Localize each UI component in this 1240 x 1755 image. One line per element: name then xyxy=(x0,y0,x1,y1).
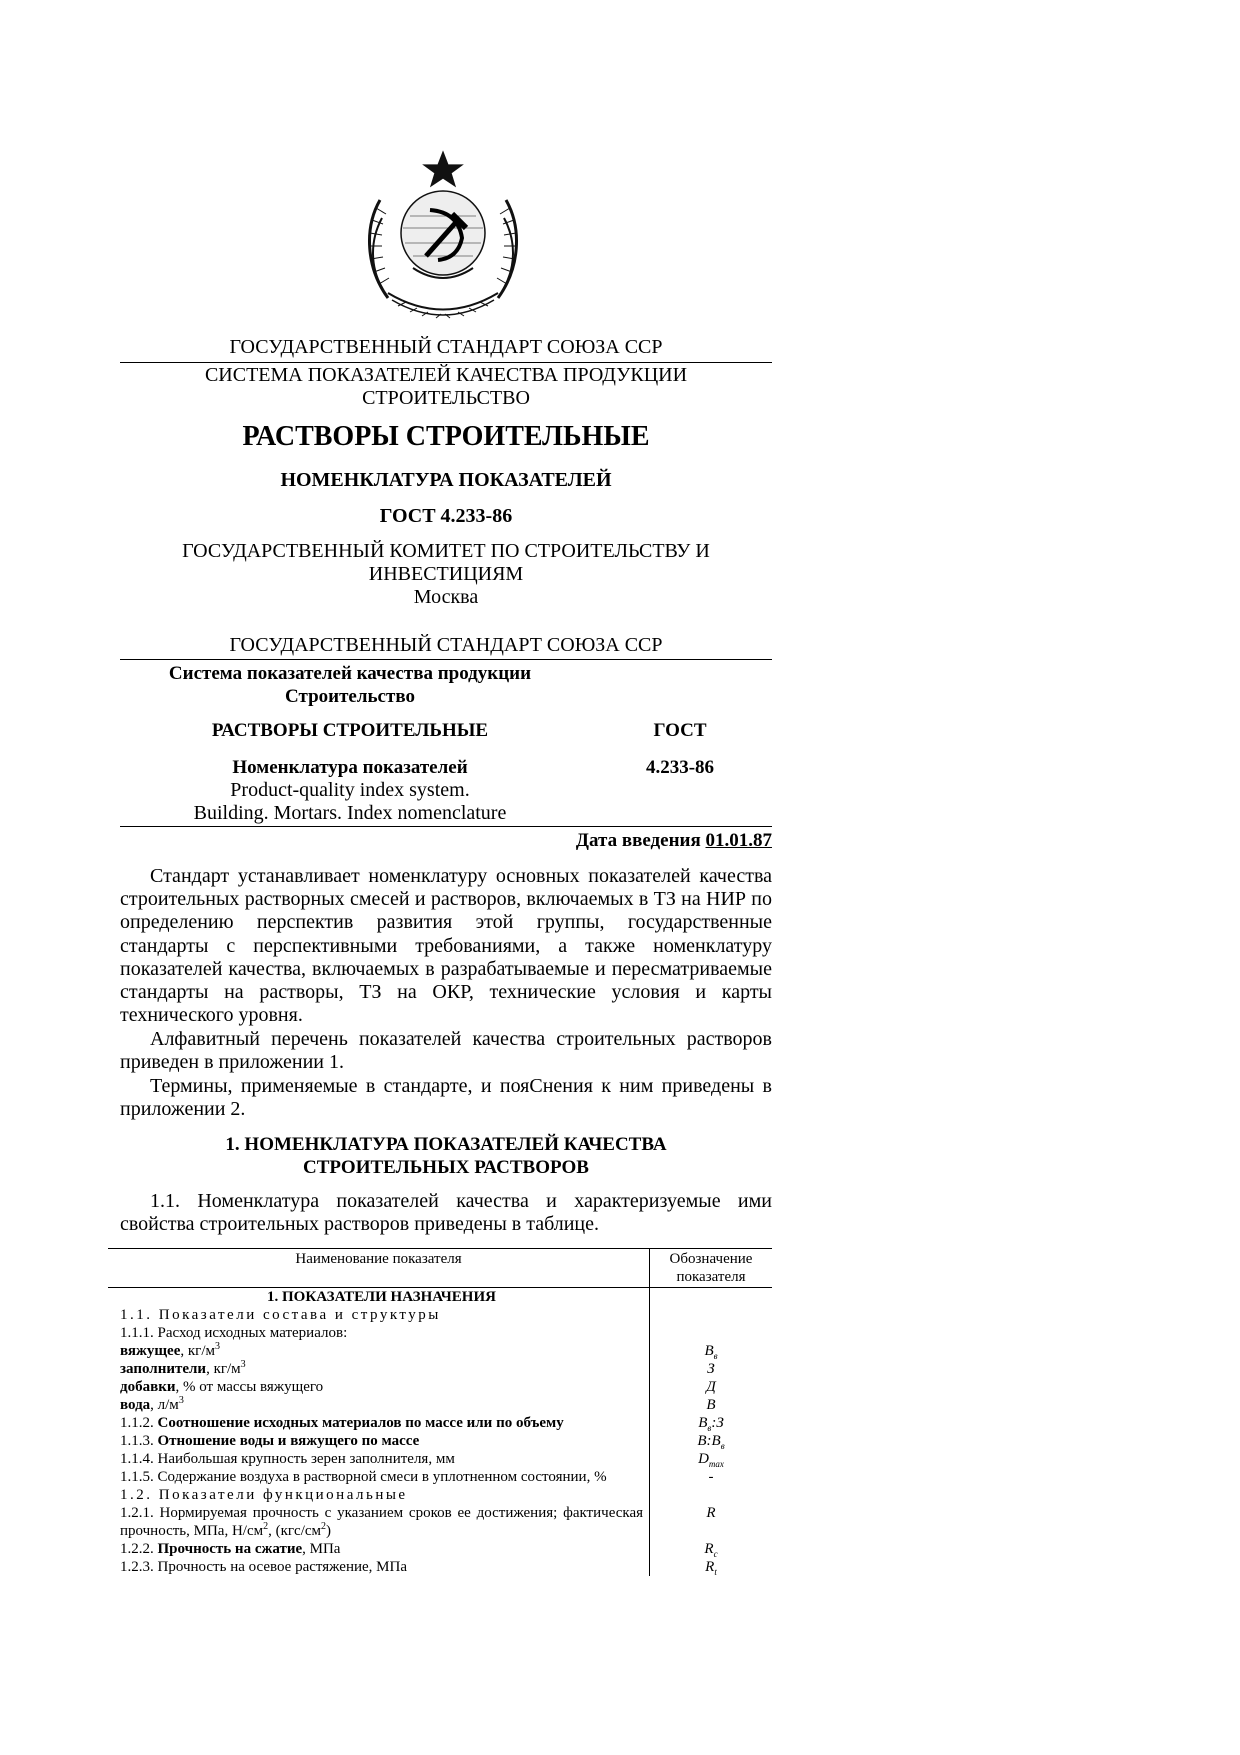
table-row xyxy=(108,1306,772,1324)
group-title: 1.1. Показатели состава и структуры xyxy=(120,1307,441,1323)
cover-gost: ГОСТ 4.233-86 xyxy=(379,505,513,527)
row-label: заполнители, $кг/м^3$ xyxy=(120,1359,246,1377)
nomenclature-table xyxy=(108,1248,772,1576)
table-row xyxy=(108,1288,772,1307)
state-emblem xyxy=(358,148,528,330)
standard-gost-label: ГОСТ xyxy=(653,720,707,741)
table-row xyxy=(108,1324,772,1342)
table-row xyxy=(108,1486,772,1504)
row-symbol: $D_{max}$ xyxy=(650,1450,773,1468)
paragraph-table-intro-text: 1.1. Номенклатура показателей качества и характеризуемые ими свойства строительных растворов приведены в таблице. xyxy=(120,1190,772,1236)
cover-title: РАСТВОРЫ СТРОИТЕЛЬНЫЕ xyxy=(242,421,650,452)
standard-system-line1: Система показателей качества продукции xyxy=(168,663,532,684)
table-row xyxy=(108,1558,772,1576)
paragraph-appendix2-text: Термины, применяемые в стандарте, и пояСнения к ним приведены в приложении 2. xyxy=(120,1075,772,1121)
section-heading-line1: 1. НОМЕНКЛАТУРА ПОКАЗАТЕЛЕЙ КАЧЕСТВА xyxy=(225,1134,667,1155)
row-label: 1.1.1. Расход исходных материалов: xyxy=(120,1325,348,1341)
table-row xyxy=(108,1396,772,1414)
row-symbol: $R_t$ xyxy=(650,1558,773,1576)
standard-subtitle: Номенклатура показателей xyxy=(232,757,468,778)
introduction-date xyxy=(420,829,772,852)
row-label: 1.2.2. Прочность на сжатие, МПа xyxy=(120,1541,341,1557)
cover-system-line1: СИСТЕМА ПОКАЗАТЕЛЕЙ КАЧЕСТВА ПРОДУКЦИИ xyxy=(204,364,688,386)
row-label: 1.2.1. Нормируемая прочность с указанием сроков ее достижения; фактическая прочность, МПа, $Н/см^2$, $(кгс/см^2)$ xyxy=(120,1505,643,1539)
introduction-date-label: Дата введения xyxy=(575,830,701,851)
section-heading-line2: СТРОИТЕЛЬНЫХ РАСТВОРОВ xyxy=(303,1157,589,1178)
standard-system-line2: Строительство xyxy=(285,686,415,707)
table-row xyxy=(108,1360,772,1378)
table-row xyxy=(108,1540,772,1558)
group-title: 1.2. Показатели функциональные xyxy=(120,1487,408,1503)
standard-gost-number: 4.233-86 xyxy=(645,757,715,778)
row-label: 1.1.5. Содержание воздуха в растворной смеси в уплотненном состоянии, % xyxy=(120,1469,607,1485)
row-label: добавки, % от массы вяжущего xyxy=(120,1379,324,1395)
standard-english-line2: Building. Mortars. Index nomenclature xyxy=(193,802,507,824)
column-header-name: Наименование показателя xyxy=(108,1249,650,1288)
row-symbol: В xyxy=(650,1396,773,1414)
cover-divider xyxy=(120,362,772,363)
table-row xyxy=(108,1378,772,1396)
row-label: 1.1.2. Соотношение исходных материалов по массе или по объему xyxy=(120,1415,564,1431)
row-symbol: - xyxy=(650,1468,773,1486)
cover-header: ГОСУДАРСТВЕННЫЙ СТАНДАРТ СОЮЗА ССР xyxy=(229,336,663,358)
row-symbol: $R_c$ xyxy=(650,1540,773,1558)
paragraph-intro-text: Стандарт устанавливает номенклатуру основных показателей качества строительных растворных смесей и растворов, включаемых в ТЗ на НИР по определению перспектив развития этой группы, государственные стандарты с перспективными требованиями, а также номенклатуру показателей качества, включаемых в разрабатываемые и пересматриваемые стандарты на растворы, ТЗ на ОКР, технические условия и карты технического уровня. xyxy=(120,865,772,1027)
paragraph-appendix1-text: Алфавитный перечень показателей качества строительных растворов приведен в приложении 1. xyxy=(120,1028,772,1074)
standard-title: РАСТВОРЫ СТРОИТЕЛЬНЫЕ xyxy=(211,720,489,741)
column-header-symbol: Обозначение показателя xyxy=(650,1249,773,1288)
cover-system-line2: СТРОИТЕЛЬСТВО xyxy=(362,387,530,409)
table-row xyxy=(108,1414,772,1432)
row-label: вяжущее, $кг/м^3$ xyxy=(120,1341,220,1359)
table-row xyxy=(108,1504,772,1540)
row-symbol: $В:В_в$ xyxy=(650,1432,773,1450)
standard-divider-bottom xyxy=(120,826,772,827)
section-title: 1. ПОКАЗАТЕЛИ НАЗНАЧЕНИЯ xyxy=(267,1289,496,1305)
row-symbol: R xyxy=(650,1504,773,1540)
paragraph-intro xyxy=(120,865,772,1027)
standard-header: ГОСУДАРСТВЕННЫЙ СТАНДАРТ СОЮЗА ССР xyxy=(229,634,663,656)
table-row xyxy=(108,1342,772,1360)
row-label: 1.1.3. Отношение воды и вяжущего по массе xyxy=(120,1433,420,1449)
introduction-date-value: 01.01.87 xyxy=(705,830,772,851)
row-symbol: Д xyxy=(650,1378,773,1396)
cover-subtitle: НОМЕНКЛАТУРА ПОКАЗАТЕЛЕЙ xyxy=(280,469,612,491)
row-label: 1.1.4. Наибольшая крупность зерен заполнителя, мм xyxy=(120,1451,455,1467)
row-symbol: З xyxy=(650,1360,773,1378)
paragraph-table-intro xyxy=(120,1190,772,1236)
row-label: вода, $л/м^3$ xyxy=(120,1395,184,1413)
standard-divider-top xyxy=(120,659,772,660)
table-header-row xyxy=(108,1249,772,1288)
row-symbol: $В_в$ xyxy=(650,1342,773,1360)
standard-english-line1: Product-quality index system. xyxy=(230,779,470,801)
paragraph-appendix2 xyxy=(120,1075,772,1121)
paragraph-appendix1 xyxy=(120,1028,772,1074)
table-row xyxy=(108,1468,772,1486)
row-label: 1.2.3. Прочность на осевое растяжение, МПа xyxy=(120,1559,408,1575)
cover-city: Москва xyxy=(413,586,479,608)
cover-committee-line1: ГОСУДАРСТВЕННЫЙ КОМИТЕТ ПО СТРОИТЕЛЬСТВУ И xyxy=(182,540,710,562)
table-row xyxy=(108,1432,772,1450)
cover-committee-line2: ИНВЕСТИЦИЯМ xyxy=(368,563,524,585)
table-row xyxy=(108,1450,772,1468)
row-symbol: $В_в:З$ xyxy=(650,1414,773,1432)
